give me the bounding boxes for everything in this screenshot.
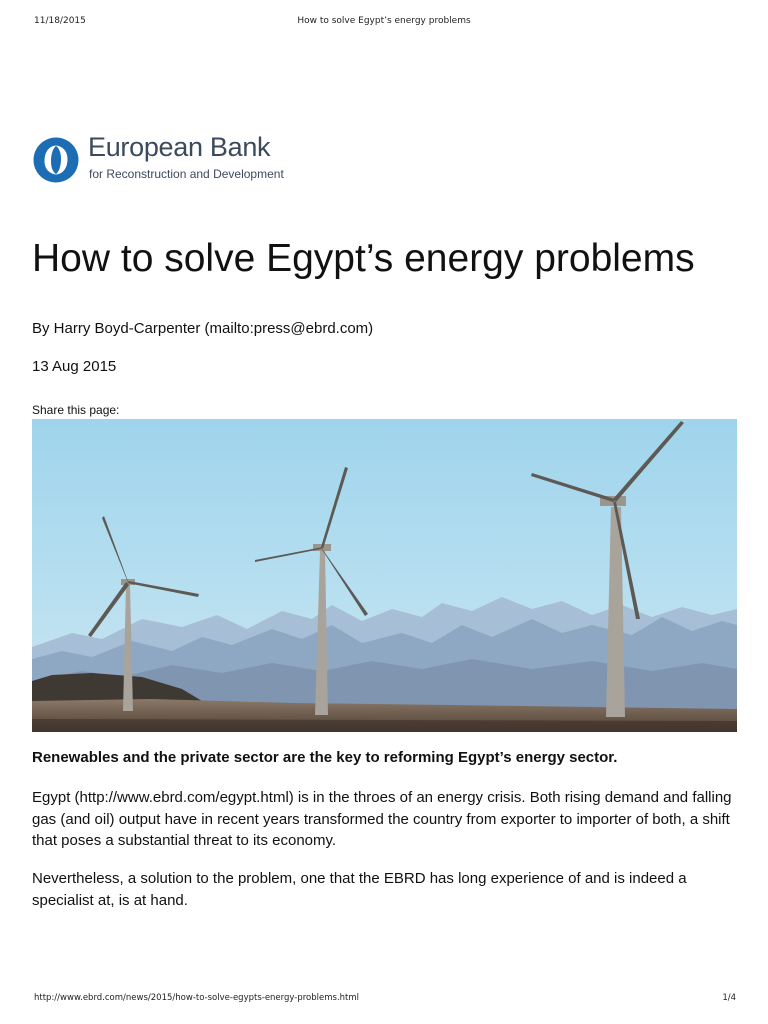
wind-turbines-image	[32, 419, 737, 732]
share-label: Share this page:	[32, 403, 120, 417]
logo-subtitle: for Reconstruction and Development	[89, 167, 284, 181]
page-number: 1/4	[722, 993, 736, 1003]
ebrd-logo-icon	[32, 137, 80, 183]
logo-name: European Bank	[88, 132, 271, 162]
hero-image	[32, 419, 737, 732]
article-headline: How to solve Egypt’s energy problems	[32, 237, 695, 280]
article-byline[interactable]: By Harry Boyd-Carpenter (mailto:press@ebrd.com)	[32, 320, 374, 337]
print-url: http://www.ebrd.com/news/2015/how-to-solve-egypts-energy-problems.html	[34, 993, 360, 1003]
article-paragraph: Egypt (http://www.ebrd.com/egypt.html) is in the throes of an energy crisis. Both rising demand and falling gas (and oil) output have in recent years transformed the country from exporter to importer of both, a shift that poses a substantial threat to its economy.	[32, 789, 732, 849]
print-header	[0, 16, 768, 30]
print-footer	[0, 993, 768, 1007]
ebrd-logo[interactable]	[32, 132, 312, 184]
print-title: How to solve Egypt’s energy problems	[297, 16, 471, 26]
article-paragraph: Nevertheless, a solution to the problem, one that the EBRD has long experience of and is indeed a specialist at, is at hand.	[32, 870, 687, 909]
article-lead: Renewables and the private sector are the key to reforming Egypt’s energy sector.	[32, 749, 618, 766]
print-date: 11/18/2015	[34, 16, 86, 26]
article-date: 13 Aug 2015	[32, 358, 117, 375]
